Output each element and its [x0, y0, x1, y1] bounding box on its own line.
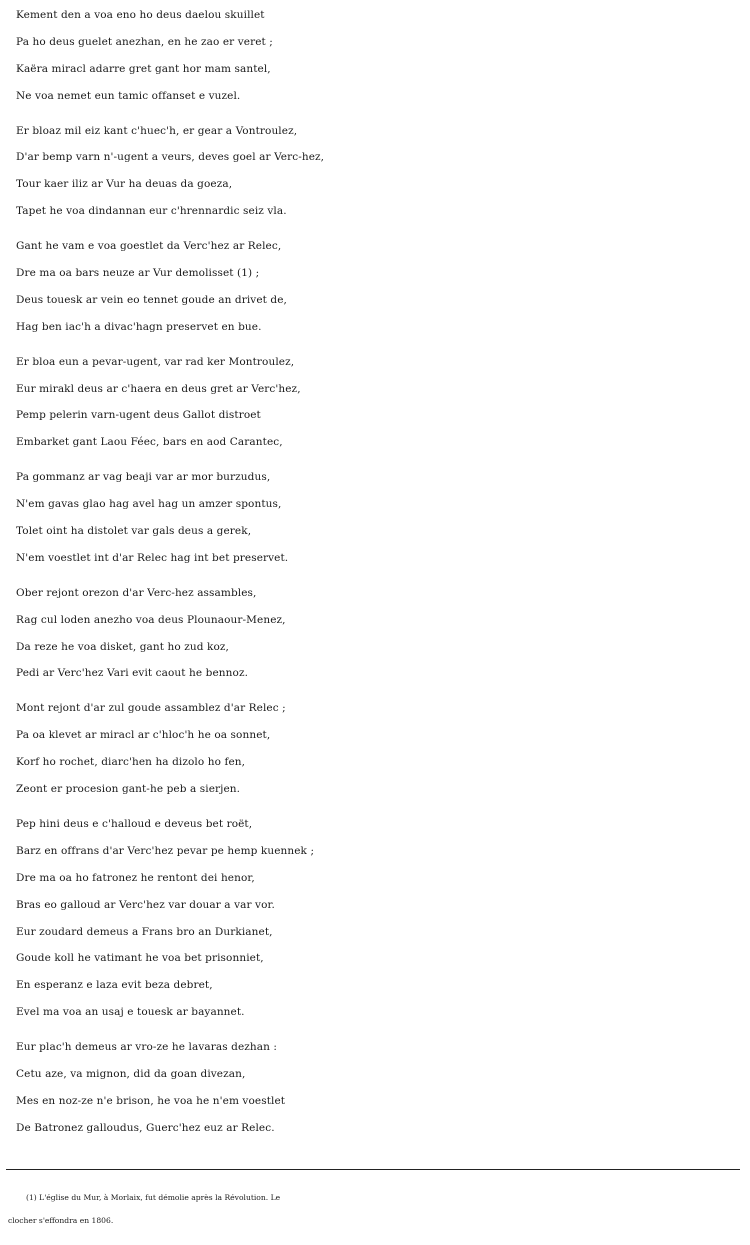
stanza [16, 118, 744, 226]
verse-line: Tapet he voa dindannan eur c'hrennardic seiz vla. [16, 205, 287, 218]
verse-line: Mes en noz-ze n'e brison, he voa he n'em voestlet [16, 1094, 286, 1107]
verse-line: N'em voestlet int d'ar Relec hag int bet preservet. [16, 551, 289, 564]
verse-line: Eur zoudard demeus a Frans bro an Durkianet, [16, 925, 273, 938]
verse-line: Dre ma oa ho fatronez he rentont dei henor, [16, 871, 255, 884]
stanza [16, 811, 744, 1026]
verse-line: Barz en offrans d'ar Verc'hez pevar pe hemp kuennek ; [16, 844, 315, 857]
stanza [16, 349, 744, 457]
verse-line: Kement den a voa eno ho deus daelou skuillet [16, 9, 265, 21]
verse-line: Bras eo galloud ar Verc'hez var douar a var vor. [16, 898, 275, 911]
stanza [16, 1034, 744, 1142]
verse-line: De Batronez galloudus, Guerc'hez euz ar Relec. [16, 1121, 275, 1134]
stanza [16, 464, 744, 572]
verse-line: Rag cul loden anezho voa deus Plounaour-Menez, [16, 613, 286, 626]
verse-line: Da reze he voa disket, gant ho zud koz, [16, 640, 229, 653]
verse-line: Pedi ar Verc'hez Vari evit caout he bennoz. [16, 667, 249, 680]
verse-line: Tolet oint ha distolet var gals deus a gerek, [16, 525, 252, 538]
verse-line: Deus touesk ar vein eo tennet goude an drivet de, [16, 293, 287, 306]
verse-line: Er bloaz mil eiz kant c'huec'h, er gear a Vontroulez, [16, 124, 298, 137]
verse-line: Goude koll he vatimant he voa bet prisonniet, [16, 952, 264, 965]
verse-line: Dre ma oa bars neuze ar Vur demolisset (1) ; [16, 267, 260, 280]
footnote [8, 1186, 748, 1232]
verse-line: Zeont er procesion gant-he peb a sierjen. [16, 783, 241, 796]
verse-line: Cetu aze, va mignon, did da goan divezan, [16, 1067, 246, 1080]
verse-line: En esperanz e laza evit beza debret, [16, 979, 213, 992]
footnote-separator [6, 1169, 740, 1170]
verse-line: Er bloa eun a pevar-ugent, var rad ker Montroulez, [16, 355, 295, 368]
verse-line: Eur mirakl deus ar c'haera en deus gret ar Verc'hez, [16, 382, 301, 395]
verse-line: Mont rejont d'ar zul goude assamblez d'ar Relec ; [16, 702, 286, 715]
verse-line: Evel ma voa an usaj e touesk ar bayannet. [16, 1006, 245, 1019]
verse-line: Pa gommanz ar vag beaji var ar mor burzudus, [16, 471, 271, 484]
verse-line: Ne voa nemet eun tamic offanset e vuzel. [16, 89, 241, 102]
stanza [16, 2, 744, 110]
verse-line: Gant he vam e voa goestlet da Verc'hez ar Relec, [16, 240, 282, 253]
verse-line: Kaëra miracl adarre gret gant hor mam santel, [16, 62, 271, 75]
verse-line: Pa oa klevet ar miracl ar c'hloc'h he oa sonnet, [16, 729, 271, 742]
verse-line: D'ar bemp varn n'-ugent a veurs, deves goel ar Verc-hez, [16, 151, 325, 164]
stanza [16, 580, 744, 688]
verse-line: Eur plac'h demeus ar vro-ze he lavaras dezhan : [16, 1041, 278, 1054]
verse-line: Embarket gant Laou Féec, bars en aod Carantec, [16, 436, 283, 449]
verse-line: Hag ben iac'h a divac'hagn preservet en bue. [16, 320, 262, 333]
footnote-line: (1) L'église du Mur, à Morlaix, fut démolie après la Révolution. Le [26, 1193, 281, 1202]
verse-line: Ober rejont orezon d'ar Verc-hez assambles, [16, 586, 257, 599]
verse-line: Tour kaer iliz ar Vur ha deuas da goeza, [16, 178, 233, 191]
verse-line: Korf ho rochet, diarc'hen ha dizolo ho fen, [16, 756, 246, 769]
verse-line: Pemp pelerin varn-ugent deus Gallot distroet [16, 409, 261, 422]
poem [16, 2, 744, 1150]
stanza [16, 695, 744, 803]
stanza [16, 233, 744, 341]
verse-line: N'em gavas glao hag avel hag un amzer spontus, [16, 498, 282, 511]
verse-line: Pep hini deus e c'halloud e deveus bet roët, [16, 817, 253, 830]
footnote-line: clocher s'effondra en 1806. [8, 1216, 114, 1225]
verse-line: Pa ho deus guelet anezhan, en he zao er veret ; [16, 35, 273, 48]
